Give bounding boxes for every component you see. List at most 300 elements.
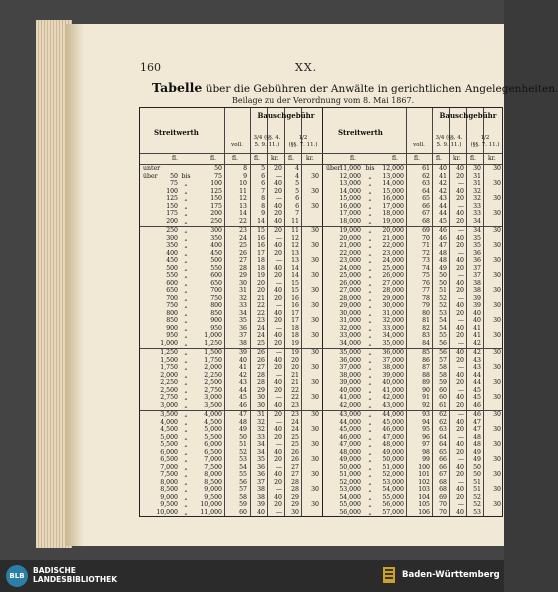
fee-three-quarter-fl: 64	[439, 433, 447, 441]
fee-half-fl: 23	[291, 401, 299, 409]
fee-three-quarter-kr: 20	[274, 187, 282, 195]
fee-three-quarter-fl: 32	[257, 418, 265, 426]
fee-three-quarter-fl: 38	[257, 486, 265, 493]
fee-half-fl: 29	[291, 493, 299, 501]
fee-half-fl: 35	[473, 242, 481, 249]
value-to: 8,500	[204, 478, 222, 486]
value-bis: „	[368, 339, 372, 347]
value-from: 42,000	[339, 401, 361, 409]
value-bis: „	[184, 433, 188, 441]
unit-fl: fl.	[436, 155, 442, 162]
fee-three-quarter-kr: —	[457, 202, 464, 210]
value-bis: „	[368, 210, 372, 217]
value-to: 2,000	[204, 364, 222, 371]
value-to: 30,000	[382, 302, 404, 309]
fee-full: 9	[243, 172, 247, 180]
value-to: 16,000	[382, 195, 404, 202]
fee-full: 31	[239, 287, 247, 294]
fee-full: 34	[239, 309, 247, 317]
fee-three-quarter-kr: 20	[456, 242, 464, 249]
fee-three-quarter-kr: 20	[274, 339, 282, 347]
value-from: 27,000	[339, 287, 361, 294]
fee-half-fl: 21	[291, 379, 299, 386]
fee-three-quarter-fl: 42	[439, 180, 447, 187]
fee-three-quarter-kr: 40	[456, 187, 464, 195]
fee-table	[139, 107, 503, 517]
value-bis: „	[368, 364, 372, 371]
fee-three-quarter-fl: 45	[439, 217, 447, 225]
fee-three-quarter-fl: 15	[257, 227, 265, 234]
value-to: 57,000	[382, 508, 404, 516]
fee-half-fl: 38	[473, 279, 481, 287]
fee-half-fl: 32	[473, 195, 481, 202]
fee-half-kr: 30	[311, 379, 319, 386]
value-from: 41,000	[339, 394, 361, 401]
value-to: 56,000	[382, 501, 404, 508]
fee-full: 77	[422, 287, 430, 294]
label-ueber-right: über	[326, 165, 341, 172]
value-bis: „	[184, 426, 188, 433]
fee-full: 12	[239, 195, 247, 202]
fee-three-quarter-kr: 20	[456, 401, 464, 409]
value-from: 25,000	[339, 272, 361, 279]
fee-half-kr: 30	[493, 426, 501, 433]
value-from: 36,000	[339, 356, 361, 364]
value-from: 8,000	[160, 478, 178, 486]
fee-full: 22	[239, 217, 247, 225]
value-from: 53,000	[339, 486, 361, 493]
value-to: 1,250	[204, 339, 222, 347]
fee-three-quarter-kr: —	[457, 478, 464, 486]
fee-half-kr: 30	[493, 441, 501, 448]
fee-half-fl: 38	[473, 287, 481, 294]
fee-three-quarter-kr: 40	[274, 332, 282, 339]
value-to: 50,000	[382, 456, 404, 463]
fee-half-kr: 30	[311, 364, 319, 371]
fee-full: 25	[239, 242, 247, 249]
fee-three-quarter-kr: —	[457, 317, 464, 324]
fee-three-quarter-kr: 40	[274, 264, 282, 272]
fee-full: 61	[422, 165, 430, 172]
fee-full: 10	[239, 180, 247, 187]
value-bis: „	[368, 202, 372, 210]
fee-half-fl: 20	[291, 364, 299, 371]
value-to: 450	[210, 249, 222, 257]
fee-half-kr: 30	[493, 195, 501, 202]
fee-three-quarter-kr: 20	[274, 272, 282, 279]
fee-full: 82	[422, 324, 430, 332]
fee-three-quarter-kr: —	[457, 386, 464, 394]
fee-half-fl: 40	[473, 309, 481, 317]
fee-half-kr: 30	[311, 486, 319, 493]
fee-half-fl: 49	[473, 448, 481, 456]
header-rule	[140, 153, 502, 154]
fee-half-fl: 43	[473, 364, 481, 371]
fee-three-quarter-fl: 36	[257, 463, 265, 471]
fee-three-quarter-kr: 20	[456, 195, 464, 202]
value-to: 36,000	[382, 349, 404, 356]
fee-half-fl: 50	[473, 463, 481, 471]
value-to: 33,000	[382, 324, 404, 332]
value-bis: „	[368, 294, 372, 302]
header-voll-right: voll.	[413, 142, 425, 148]
fee-three-quarter-fl: 60	[439, 394, 447, 401]
header-frac-b-right: 1/2	[480, 135, 490, 141]
value-to: 42,000	[382, 394, 404, 401]
value-from: 44,000	[339, 418, 361, 426]
fee-full: 49	[239, 426, 247, 433]
value-bis: „	[184, 294, 188, 302]
value-to: 12,000	[382, 165, 404, 172]
fee-full: 14	[239, 210, 247, 217]
value-to: 46,000	[382, 426, 404, 433]
fee-full: 93	[422, 411, 430, 418]
value-bis: „	[184, 441, 188, 448]
fee-three-quarter-kr: 40	[274, 217, 282, 225]
value-to: 4,000	[204, 411, 222, 418]
fee-half-fl: 19	[291, 349, 299, 356]
fee-full: 99	[422, 456, 430, 463]
value-from: 600	[166, 279, 178, 287]
label-ueber-left: über	[143, 173, 158, 180]
value-from: 1,750	[160, 364, 178, 371]
value-from: 1,500	[160, 356, 178, 364]
fee-three-quarter-kr: 40	[456, 394, 464, 401]
value-bis: „	[368, 332, 372, 339]
fee-three-quarter-kr: —	[457, 180, 464, 187]
fee-half-kr: 30	[311, 441, 319, 448]
fee-three-quarter-kr: 40	[274, 471, 282, 478]
fee-three-quarter-fl: 67	[439, 471, 447, 478]
fee-half-fl: 39	[473, 302, 481, 309]
value-from: 300	[166, 234, 178, 242]
fee-three-quarter-kr: 20	[274, 364, 282, 371]
fee-half-kr: 30	[311, 349, 319, 356]
fee-half-kr: 30	[493, 317, 501, 324]
fee-three-quarter-kr: 40	[456, 165, 464, 172]
fee-half-kr: 30	[311, 332, 319, 339]
value-bis: „	[368, 433, 372, 441]
unit-fl: fl.	[254, 155, 260, 162]
value-to: 150	[210, 195, 222, 202]
value-to: 22,000	[382, 242, 404, 249]
fee-full: 86	[422, 356, 430, 364]
fee-half-kr: 30	[493, 349, 501, 356]
value-bis: „	[184, 279, 188, 287]
value-bis: „	[184, 448, 188, 456]
bw-lions-icon	[382, 566, 396, 584]
fee-half-fl: 20	[291, 356, 299, 364]
value-to: 200	[210, 210, 222, 217]
unit-fl: fl.	[414, 155, 420, 162]
fee-three-quarter-fl: 65	[439, 448, 447, 456]
value-bis: bis	[365, 165, 375, 172]
fee-three-quarter-kr: 40	[456, 508, 464, 516]
fee-full: 74	[422, 264, 430, 272]
fee-full: 98	[422, 448, 430, 456]
fee-three-quarter-fl: 6	[261, 180, 265, 187]
value-from: 550	[166, 272, 178, 279]
fee-full: 90	[422, 386, 430, 394]
fee-full: 69	[422, 227, 430, 234]
fee-three-quarter-kr: 20	[456, 426, 464, 433]
fee-three-quarter-kr: —	[457, 411, 464, 418]
fee-three-quarter-kr: 20	[456, 217, 464, 225]
fee-three-quarter-fl: 63	[439, 426, 447, 433]
fee-half-kr: 30	[311, 187, 319, 195]
fee-half-fl: 47	[473, 418, 481, 426]
fee-full: 40	[239, 356, 247, 364]
fee-half-fl: 40	[473, 317, 481, 324]
value-bis: „	[368, 180, 372, 187]
fee-three-quarter-fl: 24	[257, 324, 265, 332]
value-bis: „	[368, 242, 372, 249]
fee-half-kr: 30	[493, 242, 501, 249]
fee-half-kr: 30	[493, 332, 501, 339]
fee-full: 47	[239, 411, 247, 418]
fee-three-quarter-fl: 46	[439, 234, 447, 242]
value-bis: „	[368, 187, 372, 195]
value-to: 900	[210, 317, 222, 324]
fee-half-kr: 30	[311, 471, 319, 478]
fee-full: 8	[243, 165, 247, 172]
value-bis: „	[184, 418, 188, 426]
page-title	[152, 80, 558, 95]
fee-three-quarter-kr: 20	[456, 448, 464, 456]
value-to: 43,000	[382, 401, 404, 409]
fee-three-quarter-fl: 42	[439, 187, 447, 195]
fee-three-quarter-fl: 22	[257, 302, 265, 309]
fee-three-quarter-fl: 70	[439, 501, 447, 508]
fee-full: 30	[239, 279, 247, 287]
value-bis: „	[184, 272, 188, 279]
fee-half-kr: 30	[311, 302, 319, 309]
fee-three-quarter-fl: 52	[439, 294, 447, 302]
fee-half-fl: 17	[291, 309, 299, 317]
fee-three-quarter-fl: 18	[257, 257, 265, 264]
center-divider	[322, 108, 323, 516]
value-bis: „	[368, 456, 372, 463]
value-from: 55,000	[339, 501, 361, 508]
value-from: 46,000	[339, 433, 361, 441]
value-from: 14,000	[339, 187, 361, 195]
fee-three-quarter-fl: 44	[439, 202, 447, 210]
fee-full: 64	[422, 187, 430, 195]
fee-three-quarter-fl: 70	[439, 508, 447, 516]
fee-full: 39	[239, 349, 247, 356]
fee-three-quarter-kr: 40	[456, 257, 464, 264]
value-to: 10,000	[200, 501, 222, 508]
value-to: 75	[214, 172, 222, 180]
value-from: 20,000	[339, 234, 361, 242]
fee-three-quarter-fl: 64	[439, 441, 447, 448]
fee-three-quarter-fl: 58	[439, 371, 447, 379]
value-bis: „	[368, 463, 372, 471]
fee-three-quarter-fl: 61	[439, 401, 447, 409]
unit-kr: kr.	[453, 155, 461, 162]
value-bis: „	[368, 426, 372, 433]
fee-half-fl: 46	[473, 401, 481, 409]
fee-full: 11	[239, 187, 247, 195]
fee-full: 63	[422, 180, 430, 187]
value-bis: „	[184, 324, 188, 332]
value-bis: „	[368, 394, 372, 401]
value-from: 15,000	[339, 195, 361, 202]
value-from: 8,500	[160, 486, 178, 493]
value-from: 4,500	[160, 426, 178, 433]
fee-three-quarter-fl: 31	[257, 411, 265, 418]
fee-half-fl: 18	[291, 324, 299, 332]
fee-three-quarter-kr: 20	[274, 294, 282, 302]
value-from: 2,500	[160, 386, 178, 394]
fee-full: 51	[239, 441, 247, 448]
value-from: 450	[166, 257, 178, 264]
fee-three-quarter-kr: —	[275, 234, 282, 242]
fee-three-quarter-fl: 19	[257, 272, 265, 279]
value-to: 24,000	[382, 257, 404, 264]
value-to: 51,000	[382, 463, 404, 471]
unit-kr: kr.	[271, 155, 279, 162]
value-bis: „	[184, 302, 188, 309]
value-from: 45,000	[339, 426, 361, 433]
fee-full: 46	[239, 401, 247, 409]
fee-three-quarter-fl: 51	[439, 287, 447, 294]
value-bis: „	[184, 234, 188, 242]
value-bis: „	[184, 501, 188, 508]
unit-fl: fl.	[350, 155, 356, 162]
value-from: 19,000	[339, 227, 361, 234]
value-from: 26,000	[339, 279, 361, 287]
fee-half-fl: 42	[473, 349, 481, 356]
value-to: 17,000	[382, 202, 404, 210]
value-from: 400	[166, 249, 178, 257]
value-to: 55,000	[382, 493, 404, 501]
value-bis: „	[184, 187, 188, 195]
fee-full: 57	[239, 486, 247, 493]
col-divider	[301, 108, 302, 516]
fee-three-quarter-kr: 20	[456, 264, 464, 272]
value-bis: „	[184, 471, 188, 478]
value-bis: „	[184, 386, 188, 394]
fee-full: 73	[422, 257, 430, 264]
fee-three-quarter-kr: 40	[274, 287, 282, 294]
fee-three-quarter-kr: 40	[456, 371, 464, 379]
fee-three-quarter-fl: 69	[439, 493, 447, 501]
value-to: 1,750	[204, 356, 222, 364]
fee-three-quarter-fl: 8	[261, 202, 265, 210]
title-bold: Tabelle	[152, 80, 203, 95]
value-to: 27,000	[382, 279, 404, 287]
value-to: 7,000	[204, 456, 222, 463]
fee-three-quarter-kr: 40	[274, 242, 282, 249]
fee-full: 94	[422, 418, 430, 426]
title-rest: über die Gebühren der Anwälte in gerichtlichen Angelegenheiten.	[205, 83, 558, 95]
fee-half-fl: 23	[291, 411, 299, 418]
fee-three-quarter-fl: 56	[439, 349, 447, 356]
fee-full: 35	[239, 317, 247, 324]
value-to: 38,000	[382, 364, 404, 371]
value-from: 38,000	[339, 371, 361, 379]
fee-half-fl: 44	[473, 379, 481, 386]
fee-half-fl: 13	[291, 257, 299, 264]
value-from: 150	[166, 202, 178, 210]
fee-half-fl: 14	[291, 272, 299, 279]
value-from: 200	[166, 217, 178, 225]
fee-half-fl: 34	[473, 217, 481, 225]
value-to: 950	[210, 324, 222, 332]
value-to: 11,000	[200, 508, 222, 516]
fee-half-kr: 30	[493, 471, 501, 478]
fee-half-fl: 21	[291, 371, 299, 379]
value-from: 7,500	[160, 471, 178, 478]
fee-full: 81	[422, 317, 430, 324]
fee-full: 71	[422, 242, 430, 249]
fee-full: 52	[239, 448, 247, 456]
fee-three-quarter-kr: 20	[456, 332, 464, 339]
fee-full: 38	[239, 339, 247, 347]
fee-three-quarter-kr: 20	[274, 249, 282, 257]
blb-line1: BADISCHE	[33, 566, 76, 575]
fee-half-fl: 48	[473, 433, 481, 441]
fee-half-fl: 50	[473, 471, 481, 478]
value-from: 54,000	[339, 493, 361, 501]
value-to: 48,000	[382, 441, 404, 448]
fee-three-quarter-fl: 66	[439, 456, 447, 463]
fee-half-kr: 30	[493, 394, 501, 401]
value-from: 5,500	[160, 441, 178, 448]
value-to: 250	[210, 217, 222, 225]
fee-full: 45	[239, 394, 247, 401]
fee-three-quarter-fl: 30	[257, 394, 265, 401]
value-bis: „	[368, 386, 372, 394]
fee-full: 36	[239, 324, 247, 332]
value-to: 700	[210, 287, 222, 294]
fee-full: 79	[422, 302, 430, 309]
fee-half-kr: 30	[493, 210, 501, 217]
value-bis: „	[368, 324, 372, 332]
fee-three-quarter-kr: 40	[274, 356, 282, 364]
fee-three-quarter-kr: —	[275, 257, 282, 264]
value-bis: „	[184, 371, 188, 379]
fee-full: 70	[422, 234, 430, 242]
value-bis: „	[368, 448, 372, 456]
fee-full: 75	[422, 272, 430, 279]
fee-three-quarter-kr: —	[275, 508, 282, 516]
fee-full: 44	[239, 386, 247, 394]
fee-three-quarter-kr: 20	[274, 478, 282, 486]
fee-three-quarter-fl: 18	[257, 264, 265, 272]
fee-full: 43	[239, 379, 247, 386]
fee-three-quarter-kr: —	[275, 172, 282, 180]
value-to: 54,000	[382, 486, 404, 493]
value-bis: „	[368, 257, 372, 264]
fee-half-fl: 4	[295, 165, 299, 172]
fee-three-quarter-fl: 54	[439, 317, 447, 324]
value-to: 34,000	[382, 332, 404, 339]
fee-full: 41	[239, 364, 247, 371]
value-from: 29,000	[339, 302, 361, 309]
fee-three-quarter-kr: 20	[456, 287, 464, 294]
fee-full: 23	[239, 227, 247, 234]
value-to: 550	[210, 264, 222, 272]
fee-full: 105	[418, 501, 430, 508]
fee-half-fl: 27	[291, 471, 299, 478]
fee-half-fl: 35	[473, 234, 481, 242]
fee-full: 84	[422, 339, 430, 347]
fee-half-kr: 30	[311, 411, 319, 418]
header-frac-b-left: 1/2	[298, 135, 308, 141]
value-from: 52,000	[339, 478, 361, 486]
